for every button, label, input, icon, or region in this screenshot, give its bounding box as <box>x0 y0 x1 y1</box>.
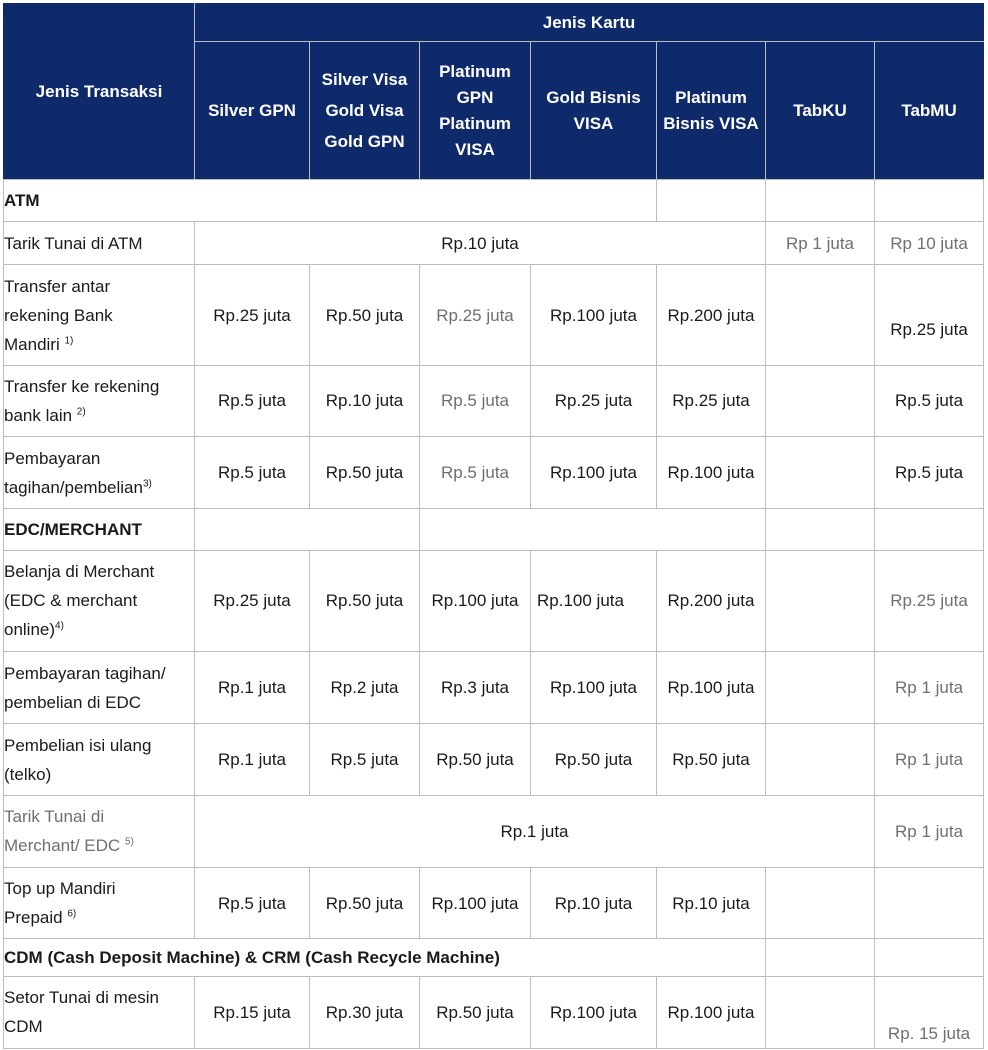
value-cell: Rp.25 juta <box>657 365 766 436</box>
table-cell <box>766 509 875 550</box>
transaction-limit-table <box>3 3 984 1049</box>
value-cell: Rp.15 juta <box>195 976 310 1048</box>
table-row <box>4 437 984 509</box>
merged-value-cell: Rp.10 juta <box>195 222 766 265</box>
value-cell: Rp.5 juta <box>875 437 984 509</box>
value-cell: Rp.100 juta <box>420 550 531 651</box>
table-row <box>4 976 984 1048</box>
table-row <box>4 724 984 795</box>
footnote-marker: 4) <box>55 620 64 632</box>
table-cell <box>875 180 984 222</box>
header-card-silver-gpn: Silver GPN <box>195 42 310 180</box>
value-cell: Rp.5 juta <box>310 724 420 795</box>
value-cell: Rp 1 juta <box>875 652 984 724</box>
value-cell: Rp.50 juta <box>420 976 531 1048</box>
header-card-tabku: TabKU <box>766 42 875 180</box>
value-cell: Rp.5 juta <box>420 437 531 509</box>
table-cell <box>657 180 766 222</box>
table-cell <box>195 509 420 550</box>
value-cell: Rp.30 juta <box>310 976 420 1048</box>
value-cell: Rp.10 juta <box>310 365 420 436</box>
value-cell: Rp.50 juta <box>657 724 766 795</box>
value-cell: Rp.1 juta <box>195 724 310 795</box>
value-cell: Rp.100 juta <box>420 868 531 939</box>
table-row <box>4 365 984 436</box>
value-cell: Rp.3 juta <box>420 652 531 724</box>
value-cell: Rp.5 juta <box>195 365 310 436</box>
value-cell: Rp 1 juta <box>875 724 984 795</box>
section-label-atm: ATM <box>4 180 657 222</box>
section-row-cdm <box>4 939 984 976</box>
header-card-silver-visa-gold: Silver Visa Gold Visa Gold GPN <box>310 42 420 180</box>
value-cell: Rp.50 juta <box>310 265 420 365</box>
value-cell: Rp.50 juta <box>310 868 420 939</box>
row-label: Transfer ke rekening bank lain $^{2)}$ <box>4 365 195 436</box>
value-cell <box>766 365 875 436</box>
table-row <box>4 795 984 867</box>
footnote-marker: 6) <box>67 908 77 920</box>
value-cell: Rp.2 juta <box>310 652 420 724</box>
value-cell: Rp.100 juta <box>657 976 766 1048</box>
value-cell: Rp.25 juta <box>875 265 984 365</box>
merged-value-cell: Rp.1 juta <box>195 795 875 867</box>
section-row-atm <box>4 180 984 222</box>
header-jenis-transaksi: Jenis Transaksi <box>4 4 195 180</box>
value-cell: Rp.5 juta <box>875 365 984 436</box>
value-cell: Rp.100 juta <box>531 550 657 651</box>
header-jenis-kartu: Jenis Kartu <box>195 4 984 42</box>
value-cell <box>766 724 875 795</box>
value-cell: Rp.100 juta <box>531 265 657 365</box>
value-cell: Rp.100 juta <box>531 437 657 509</box>
value-cell: Rp.50 juta <box>310 437 420 509</box>
value-cell: Rp.25 juta <box>875 550 984 651</box>
row-label: Pembelian isi ulang (telko) <box>4 724 195 795</box>
value-cell: Rp.200 juta <box>657 265 766 365</box>
footnote-marker: 5) <box>124 836 134 848</box>
value-cell: Rp.25 juta <box>531 365 657 436</box>
table-cell <box>766 180 875 222</box>
value-cell: Rp.5 juta <box>195 868 310 939</box>
row-label: Tarik Tunai di ATM <box>4 222 195 265</box>
value-cell: Rp.1 juta <box>195 652 310 724</box>
table-cell <box>875 509 984 550</box>
section-label-cdm: CDM (Cash Deposit Machine) & CRM (Cash Recycle Machine) <box>4 939 766 976</box>
table-header <box>4 4 984 180</box>
value-cell: Rp.10 juta <box>531 868 657 939</box>
value-cell: Rp.5 juta <box>420 365 531 436</box>
row-label: Belanja di Merchant (EDC & merchant online)$^{4)}$ <box>4 550 195 651</box>
value-cell <box>766 868 875 939</box>
section-label-edc: EDC/MERCHANT <box>4 509 195 550</box>
table-cell <box>875 939 984 976</box>
header-card-platinum: Platinum GPN Platinum VISA <box>420 42 531 180</box>
table-row <box>4 265 984 365</box>
table-row <box>4 652 984 724</box>
value-cell: Rp.100 juta <box>531 976 657 1048</box>
value-cell <box>766 265 875 365</box>
value-cell <box>766 550 875 651</box>
value-cell: Rp.5 juta <box>195 437 310 509</box>
value-cell: Rp.100 juta <box>657 437 766 509</box>
section-row-edc <box>4 509 984 550</box>
value-cell <box>766 976 875 1048</box>
value-cell: Rp.50 juta <box>531 724 657 795</box>
footnote-marker: 1) <box>64 334 74 346</box>
footnote-marker: 3) <box>142 478 152 490</box>
table-row <box>4 222 984 265</box>
tabku-value: Rp 1 juta <box>766 222 875 265</box>
value-cell: Rp.10 juta <box>657 868 766 939</box>
table-row <box>4 550 984 651</box>
row-label: Pembayaran tagihan/ pembelian di EDC <box>4 652 195 724</box>
footnote-marker: 2) <box>76 406 86 418</box>
value-cell <box>766 437 875 509</box>
value-cell: Rp.25 juta <box>420 265 531 365</box>
row-label: Tarik Tunai di Merchant/ EDC $^{5)}$ <box>4 795 195 867</box>
row-label: Setor Tunai di mesin CDM <box>4 976 195 1048</box>
tabmu-value: Rp 10 juta <box>875 222 984 265</box>
table-cell <box>766 939 875 976</box>
value-cell: Rp.100 juta <box>657 652 766 724</box>
value-cell: Rp.25 juta <box>195 550 310 651</box>
value-cell: Rp.50 juta <box>310 550 420 651</box>
value-cell: Rp.200 juta <box>657 550 766 651</box>
value-cell: Rp. 15 juta <box>875 976 984 1048</box>
table-body <box>4 180 984 1049</box>
row-label: Transfer antar rekening Bank Mandiri $^{1)}$ <box>4 265 195 365</box>
row-label: Pembayaran tagihan/pembelian$^{3)}$ <box>4 437 195 509</box>
value-cell <box>875 868 984 939</box>
value-cell: Rp.100 juta <box>531 652 657 724</box>
header-card-platinum-bisnis-visa: Platinum Bisnis VISA <box>657 42 766 180</box>
tabmu-value: Rp 1 juta <box>875 795 984 867</box>
header-card-gold-bisnis-visa: Gold Bisnis VISA <box>531 42 657 180</box>
value-cell: Rp.25 juta <box>195 265 310 365</box>
table-cell <box>420 509 766 550</box>
table-row <box>4 868 984 939</box>
header-card-tabmu: TabMU <box>875 42 984 180</box>
row-label: Top up Mandiri Prepaid $^{6)}$ <box>4 868 195 939</box>
value-cell <box>766 652 875 724</box>
value-cell: Rp.50 juta <box>420 724 531 795</box>
